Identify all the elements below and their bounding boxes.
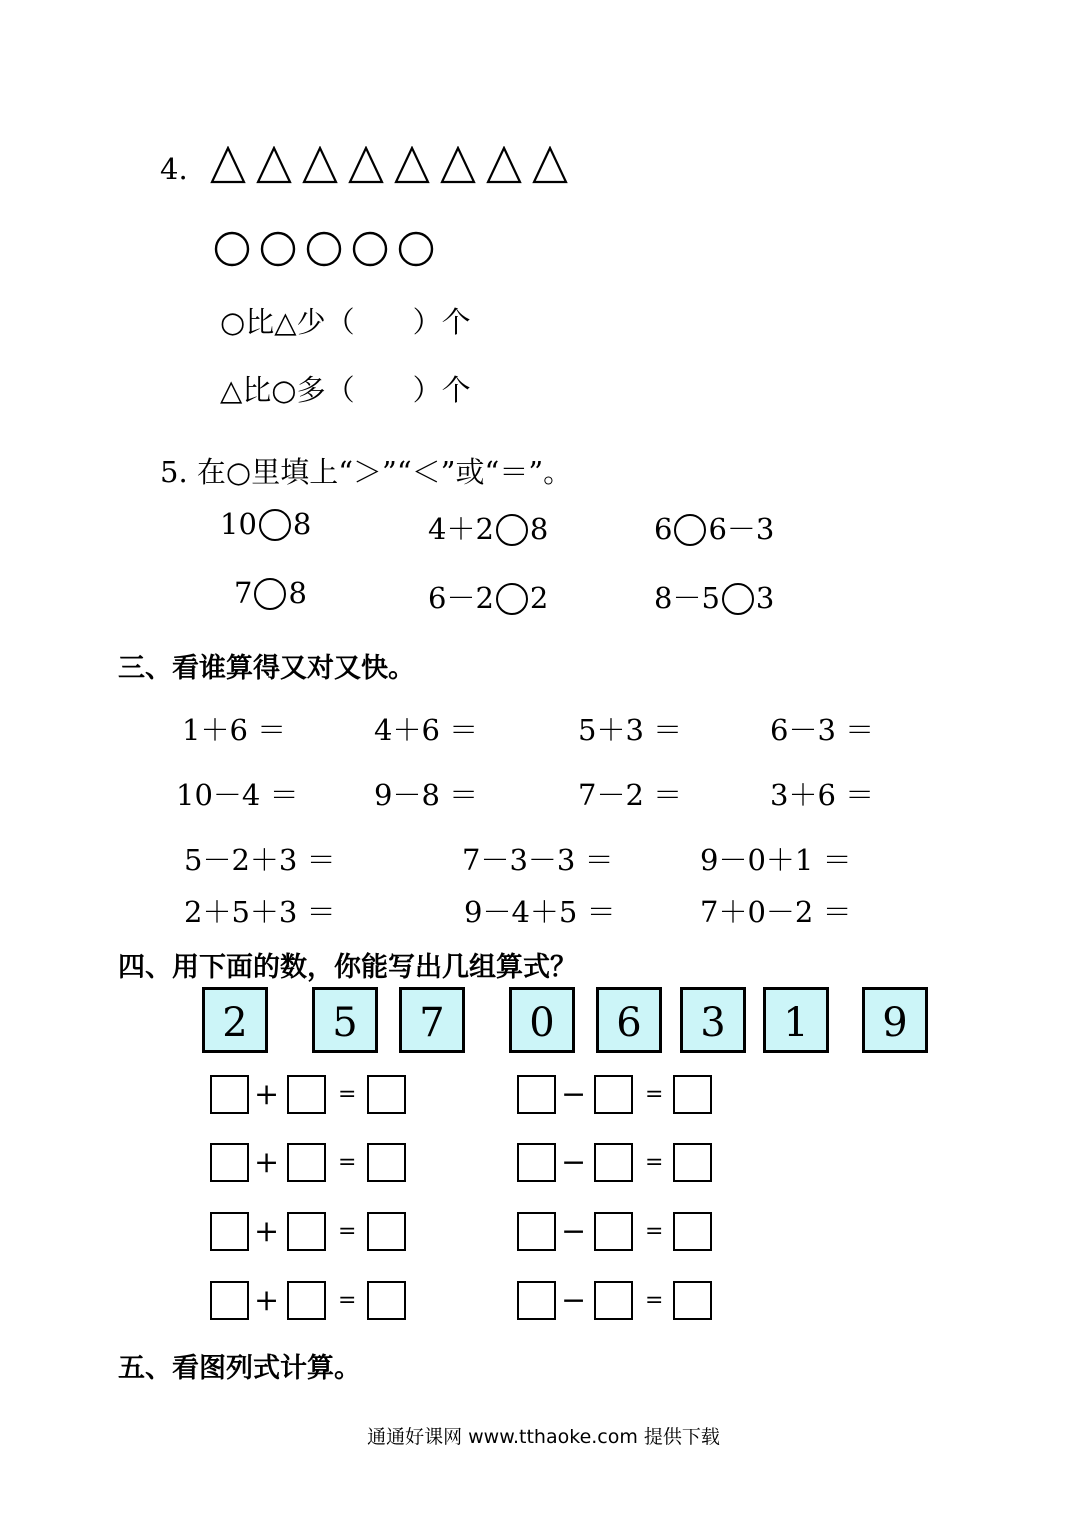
equation: 7－2 ＝	[578, 778, 683, 812]
equation: 9－0＋1 ＝	[700, 843, 852, 877]
answer-box[interactable]	[594, 1143, 633, 1182]
answer-circle[interactable]	[254, 578, 286, 610]
triangle-icon	[258, 148, 290, 182]
answer-box[interactable]	[367, 1212, 406, 1251]
answer-circle[interactable]	[259, 509, 291, 541]
equation: 9－8 ＝	[374, 778, 479, 812]
answer-circle[interactable]	[496, 514, 528, 546]
number-card: 6	[596, 987, 662, 1053]
answer-box[interactable]	[367, 1281, 406, 1320]
plus-sign: +	[254, 1283, 280, 1318]
compare-left: 10	[220, 507, 257, 541]
circle-row	[214, 230, 439, 268]
compare-left: 6	[654, 512, 673, 546]
answer-box[interactable]	[594, 1212, 633, 1251]
triangle-icon	[350, 148, 382, 182]
answer-box[interactable]	[673, 1075, 712, 1114]
number-card: 9	[862, 987, 928, 1053]
number-card: 1	[763, 987, 829, 1053]
answer-box[interactable]	[287, 1075, 326, 1114]
compare-right: 6－3	[708, 512, 775, 546]
answer-circle[interactable]	[722, 583, 754, 615]
equals-sign: =	[645, 1288, 664, 1313]
number-card: 2	[202, 987, 268, 1053]
answer-box[interactable]	[210, 1212, 249, 1251]
compare-left: 6－2	[428, 581, 494, 615]
compare-item	[654, 576, 774, 617]
answer-box[interactable]	[367, 1075, 406, 1114]
equals-sign: =	[645, 1219, 664, 1244]
circle-icon	[262, 233, 294, 265]
compare-right: 2	[529, 581, 549, 615]
answer-box[interactable]	[287, 1281, 326, 1320]
equation: 10－4 ＝	[176, 778, 299, 812]
compare-item	[234, 576, 307, 610]
compare-item	[428, 507, 548, 548]
answer-box[interactable]	[594, 1281, 633, 1320]
minus-sign: −	[561, 1283, 587, 1318]
q5-title: 5. 在○里填上“＞”“＜”或“＝”。	[160, 455, 573, 489]
answer-box[interactable]	[517, 1281, 556, 1320]
compare-right: 3	[755, 581, 775, 615]
number-card: 5	[312, 987, 378, 1053]
equation: 3＋6 ＝	[770, 778, 875, 812]
answer-box[interactable]	[594, 1075, 633, 1114]
equation: 1＋6 ＝	[182, 713, 287, 747]
answer-box[interactable]	[517, 1143, 556, 1182]
equals-sign: =	[338, 1082, 357, 1107]
answer-box[interactable]	[367, 1143, 406, 1182]
equation: 5＋3 ＝	[578, 713, 683, 747]
compare-left: 7	[234, 576, 253, 610]
answer-box[interactable]	[673, 1281, 712, 1320]
answer-box[interactable]	[210, 1143, 249, 1182]
answer-box[interactable]	[673, 1143, 712, 1182]
plus-sign: +	[254, 1145, 280, 1180]
section3-heading: 三、看谁算得又对又快。	[118, 653, 415, 684]
equation: 6－3 ＝	[770, 713, 875, 747]
equation: 5－2＋3 ＝	[184, 843, 336, 877]
compare-item	[220, 507, 311, 541]
equation: 7－3－3 ＝	[462, 843, 614, 877]
equals-sign: =	[338, 1288, 357, 1313]
equals-sign: =	[338, 1219, 357, 1244]
answer-box[interactable]	[287, 1212, 326, 1251]
compare-left: 4＋2	[428, 512, 494, 546]
plus-sign: +	[254, 1077, 280, 1112]
answer-circle[interactable]	[674, 514, 706, 546]
compare-item	[428, 576, 548, 617]
answer-box[interactable]	[517, 1212, 556, 1251]
triangle-icon	[488, 148, 520, 182]
answer-box[interactable]	[517, 1075, 556, 1114]
answer-box[interactable]	[673, 1212, 712, 1251]
compare-left: 8－5	[654, 581, 720, 615]
compare-right: 8	[292, 507, 312, 541]
minus-sign: −	[561, 1145, 587, 1180]
answer-box[interactable]	[210, 1075, 249, 1114]
circle-icon	[400, 233, 432, 265]
number-card: 0	[509, 987, 575, 1053]
number-card: 3	[680, 987, 746, 1053]
equation: 9－4＋5 ＝	[464, 895, 616, 929]
triangle-icon	[442, 148, 474, 182]
answer-box[interactable]	[210, 1281, 249, 1320]
circle-icon	[216, 233, 248, 265]
triangle-icon	[212, 148, 244, 182]
triangle-icon	[534, 148, 566, 182]
compare-right: 8	[288, 576, 307, 610]
number-card: 7	[399, 987, 465, 1053]
minus-sign: −	[561, 1214, 587, 1249]
circle-icon	[308, 233, 340, 265]
q4-line2: △比○多（ ）个	[220, 373, 471, 407]
answer-circle[interactable]	[496, 583, 528, 615]
footer-source: 通通好课网 www.tthaoke.com 提供下载	[367, 1426, 720, 1448]
answer-box[interactable]	[287, 1143, 326, 1182]
equation: 2＋5＋3 ＝	[184, 895, 336, 929]
equals-sign: =	[338, 1150, 357, 1175]
minus-sign: −	[561, 1077, 587, 1112]
compare-right: 8	[529, 512, 549, 546]
equals-sign: =	[645, 1150, 664, 1175]
compare-item	[654, 507, 774, 548]
equation: 4＋6 ＝	[374, 713, 479, 747]
equation: 7＋0－2 ＝	[700, 895, 852, 929]
plus-sign: +	[254, 1214, 280, 1249]
triangle-row	[210, 146, 570, 186]
triangle-icon	[396, 148, 428, 182]
circle-icon	[354, 233, 386, 265]
triangle-icon	[304, 148, 336, 182]
equals-sign: =	[645, 1082, 664, 1107]
q4-number: 4.	[160, 152, 188, 186]
q4-line1: ○比△少（ ）个	[220, 305, 471, 339]
section5-heading: 五、看图列式计算。	[118, 1353, 361, 1384]
section4-heading: 四、用下面的数，你能写出几组算式？	[118, 952, 577, 983]
